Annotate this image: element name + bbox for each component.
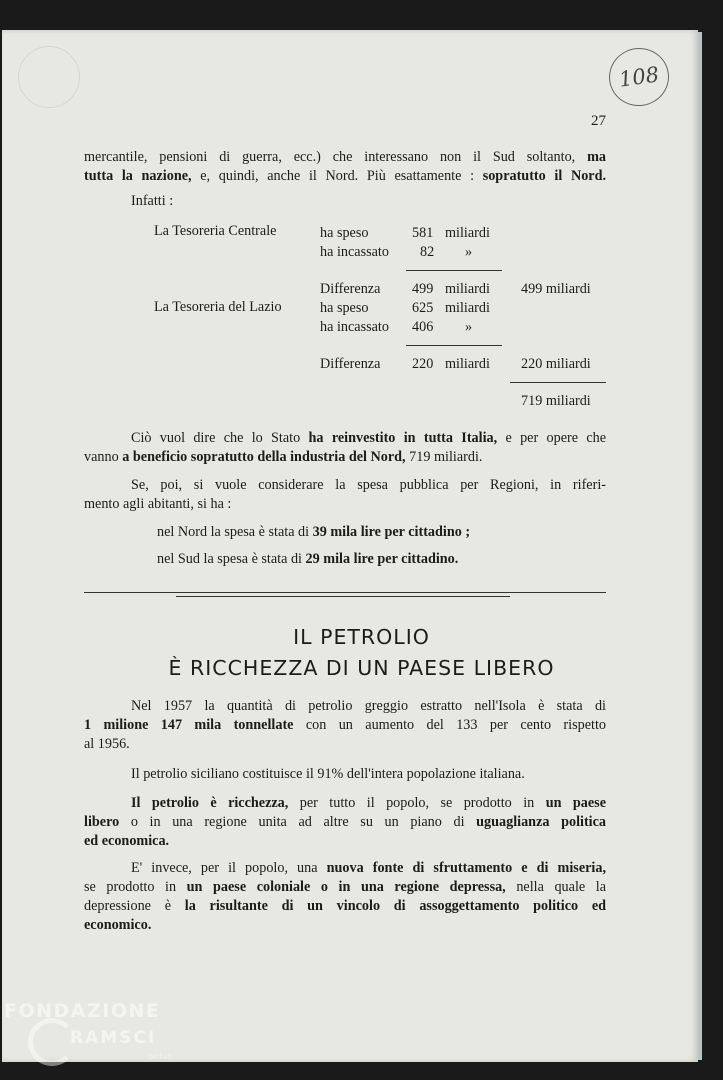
lazio-spent-value: 625	[412, 300, 434, 316]
page-number: 27	[591, 113, 606, 129]
central-treasury-label: La Tesoreria Centrale	[154, 223, 277, 239]
para4-line-2: 1 milione 147 mila tonnellate con un aumento del 133 per cento rispetto	[84, 717, 606, 733]
nord-spending: nel Nord la spesa è stata di 39 mila lire per cittadino ;	[157, 524, 471, 540]
watermark-fondazione: FONDAZIONE	[4, 1000, 161, 1022]
para2-line-2: vanno a beneficio sopratutto della industria del Nord, 719 miliardi.	[84, 449, 483, 465]
infatti-label: Infatti :	[131, 193, 174, 209]
lazio-spent-unit: miliardi	[445, 300, 490, 316]
intro-line-1: mercantile, pensioni di guerra, ecc.) che interessano non il Sud soltanto, ma	[84, 149, 606, 165]
sud-spending: nel Sud la spesa è stata di 29 mila lire per cittadino.	[157, 551, 459, 567]
central-diff-label: Differenza	[320, 281, 381, 297]
lazio-diff-value: 220	[412, 356, 434, 372]
grand-total: 719 miliardi	[521, 393, 591, 409]
faded-stamp	[18, 46, 80, 108]
central-collected-label: ha incassato	[320, 244, 389, 260]
lazio-collected-ditto: »	[465, 319, 473, 335]
page-edge	[698, 32, 702, 1060]
para3-line-1: Se, poi, si vuole considerare la spesa pubblica per Regioni, in riferi-	[131, 477, 606, 493]
lazio-diff-unit: miliardi	[445, 356, 490, 372]
para6-line-1: Il petrolio è ricchezza, per tutto il popolo, se prodotto in un paese	[131, 795, 606, 811]
para7-line-3: depressione è la risultante di un vincolo di assoggettamento politico ed	[84, 898, 607, 914]
section-divider-top	[84, 592, 606, 593]
central-spent-unit: miliardi	[445, 225, 490, 241]
section-title-line-2: È RICCHEZZA DI UN PAESE LIBERO	[168, 656, 555, 680]
central-spent-value: 581	[412, 225, 434, 241]
central-collected-value: 82	[420, 244, 435, 260]
intro-line-2: tutta la nazione, e, quindi, anche il Nord. Più esattamente : sopratutto il Nord.	[84, 168, 607, 184]
para5-line-1: Il petrolio siciliano costituisce il 91% dell'intera popolazione italiana.	[131, 766, 525, 782]
para6-line-2: libero o in una regione unita ad altre su un piano di uguaglianza politica	[84, 814, 607, 830]
para2-line-1: Ciò vuol dire che lo Stato ha reinvestito in tutta Italia, e per opere che	[131, 430, 607, 446]
lazio-collected-label: ha incassato	[320, 319, 389, 335]
central-collected-ditto: »	[465, 244, 473, 260]
lazio-collected-value: 406	[412, 319, 434, 335]
section-title-line-1: IL PETROLIO	[293, 625, 430, 649]
watermark-gramsci: RAMSCI	[70, 1028, 157, 1048]
watermark-g-logo-icon	[28, 1018, 76, 1066]
para3-line-2: mento agli abitanti, si ha :	[84, 496, 232, 512]
total-column-2: 220 miliardi	[521, 356, 591, 372]
para7-line-2: se prodotto in un paese coloniale o in una regione depressa, nella quale la	[84, 879, 606, 895]
para6-line-3: ed economica.	[84, 833, 170, 849]
para4-line-1: Nel 1957 la quantità di petrolio greggio estratto nell'Isola è stata di	[131, 698, 606, 714]
lazio-diff-label: Differenza	[320, 356, 381, 372]
para7-line-4: economico.	[84, 917, 152, 933]
para4-line-3: al 1956.	[84, 736, 130, 752]
rule-lazio	[406, 345, 502, 346]
rule-total	[510, 382, 606, 383]
rule-central	[406, 270, 502, 271]
central-diff-value: 499	[412, 281, 434, 297]
central-spent-label: ha speso	[320, 225, 369, 241]
section-divider-inner	[176, 596, 510, 597]
total-column-1: 499 miliardi	[521, 281, 591, 297]
watermark-onlus: onlus	[148, 1052, 173, 1062]
handwritten-page-number: 108	[605, 44, 672, 110]
central-diff-unit: miliardi	[445, 281, 490, 297]
lazio-spent-label: ha speso	[320, 300, 369, 316]
lazio-treasury-label: La Tesoreria del Lazio	[154, 299, 282, 315]
para7-line-1: E' invece, per il popolo, una nuova fonte di sfruttamento e di miseria,	[131, 860, 606, 876]
